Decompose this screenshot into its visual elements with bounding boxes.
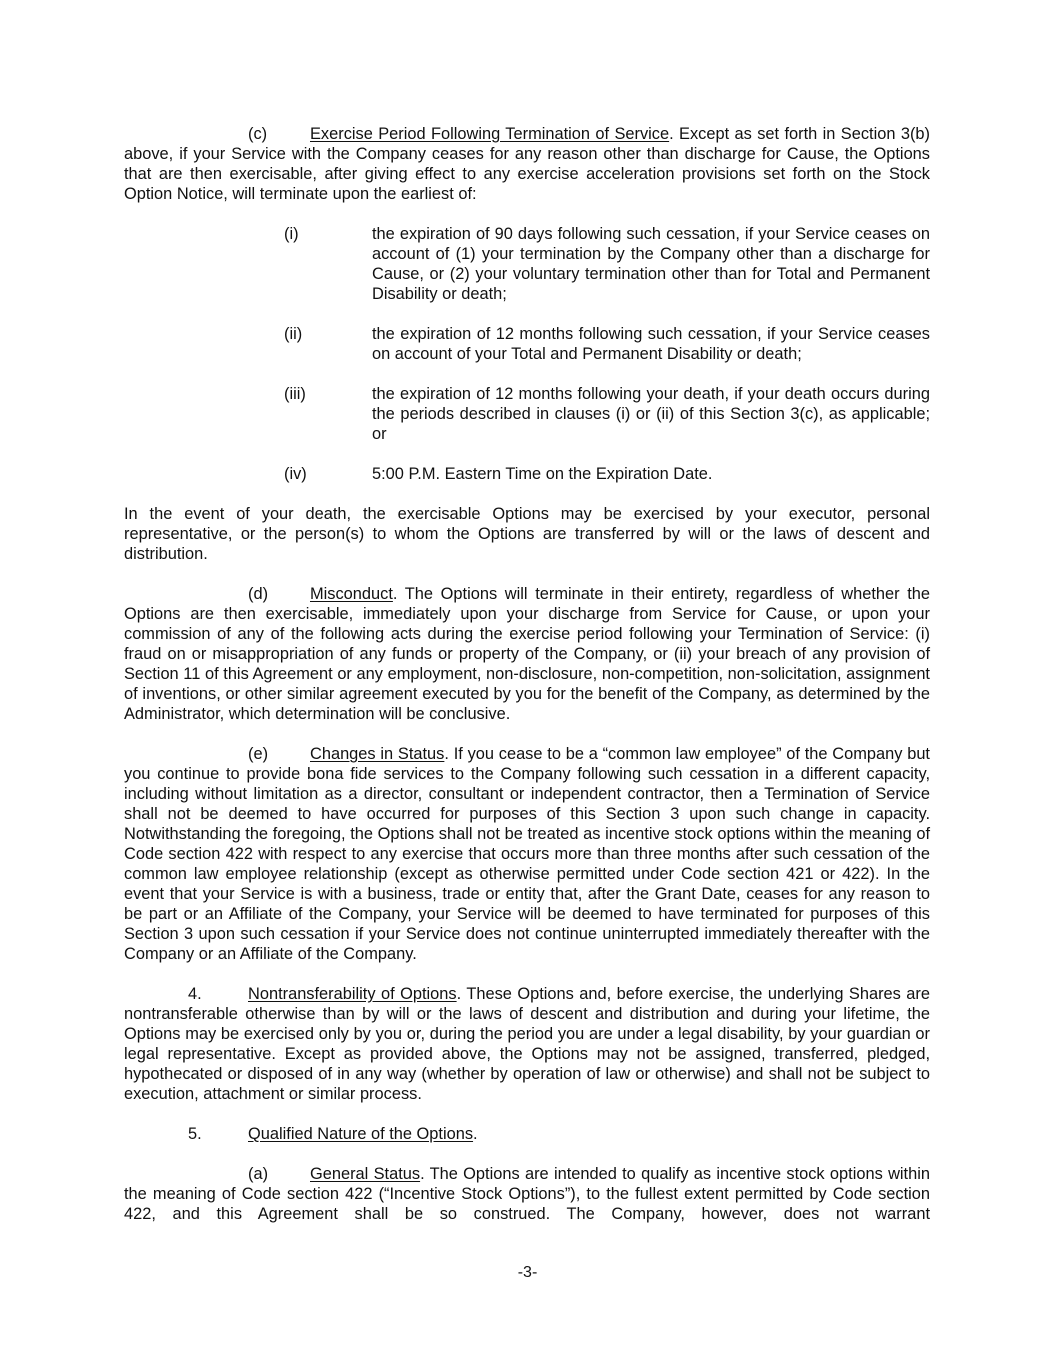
document-page: [124, 124, 930, 1224]
section-4: [124, 984, 930, 1104]
section-heading: Misconduct: [310, 585, 393, 603]
section-body: . Except as set forth in Section 3(b) above, if your Service with the Company ceases for any reason other than discharge for Cause, the Options that are then exercisable, after giving effect to any exercise acceleration provisions set forth on the Stock Option Notice, will terminate upon the earliest of:: [124, 125, 931, 203]
clause-text: the expiration of 90 days following such cessation, if your Service ceases on account of (1) your termination by the Company other than a discharge for Cause, or (2) your voluntary termination other than for Total and Permanent Disability or death;: [372, 225, 930, 303]
page-number: -3-: [517, 1264, 538, 1281]
section-heading: Nontransferability of Options: [248, 985, 457, 1003]
section-body: .: [473, 1125, 478, 1143]
section-heading: General Status: [310, 1165, 421, 1183]
section-label: 5.: [188, 1125, 202, 1143]
clause-ii: [284, 324, 930, 364]
section-label: (c): [248, 125, 268, 143]
section-body: . These Options and, before exercise, the underlying Shares are nontransferable otherwise than by will or the laws of descent and distribution and during your lifetime, the Options may be exercised only by you or, during the period you are under a legal disability, by your guardian or legal representative. Except as provided above, the Options may not be assigned, transferred, pledged, hypothecated or disposed of in any way (whether by operation of law or otherwise) and shall not be subject to execution, attachment or similar process.: [124, 985, 930, 1103]
section-heading: Qualified Nature of the Options: [248, 1125, 474, 1143]
section-5a: [124, 1164, 930, 1224]
section-body: . The Options will terminate in their entirety, regardless of whether the Options are then exercisable, immediately upon your discharge from Service for Cause, or upon your commission of any of the following acts during the exercise period following your Termination of Service: (i) fraud on or misappropriation of any funds or property of the Company, or (ii) your breach of any provision of Section 11 of this Agreement or any employment, non-disclosure, non-competition, non-solicitation, assignment of inventions, or other similar agreement executed by you for the benefit of the Company, as determined by the Administrator, which determination will be conclusive.: [124, 585, 930, 723]
clause-number: (iv): [284, 465, 307, 483]
section-label: 4.: [188, 985, 202, 1003]
section-label: (e): [248, 745, 269, 763]
section-label: (a): [248, 1165, 269, 1183]
section-5: [124, 1124, 930, 1144]
section-3c: [124, 124, 930, 204]
clause-i: [284, 224, 930, 304]
clause-text: the expiration of 12 months following such cessation, if your Service ceases on account of your Total and Permanent Disability or death;: [372, 325, 930, 363]
clause-number: (i): [284, 225, 299, 243]
death-paragraph: In the event of your death, the exercisable Options may be exercised by your executor, personal representative, or the person(s) to whom the Options are transferred by will or the laws of descent and distribution.: [124, 505, 930, 563]
clause-number: (iii): [284, 385, 306, 403]
section-heading: Changes in Status: [310, 745, 445, 763]
section-body: . The Options are intended to qualify as incentive stock options within the meaning of Code section 422 (“Incentive Stock Options”), to the fullest extent permitted by Code section 422, and this Agreement shall be so construed. The Company, however, does not warrant: [124, 1165, 930, 1223]
section-heading: Exercise Period Following Termination of Service: [310, 125, 670, 143]
clause-number: (ii): [284, 325, 303, 343]
clause-iii: [284, 384, 930, 444]
section-3d: [124, 584, 930, 724]
section-label: (d): [248, 585, 269, 603]
clause-text: 5:00 P.M. Eastern Time on the Expiration Date.: [372, 465, 713, 483]
section-body: . If you cease to be a “common law employee” of the Company but you continue to provide bona fide services to the Company following such cessation in a different capacity, including without limitation as a director, consultant or independent contractor, then a Termination of Service shall not be deemed to have occurred for purposes of this Section 3 upon such change in capacity. Notwithstanding the foregoing, the Options shall not be treated as incentive stock options within the meaning of Code section 422 with respect to any exercise that occurs more than three months after such cessation of the common law employee relationship (except as otherwise permitted under Code section 421 or 422). In the event that your Service is with a business, trade or entity that, after the Grant Date, ceases for any reason to be part or an Affiliate of the Company, your Service will be deemed to have terminated for purposes of this Section 3 upon such cessation if your Service does not continue uninterrupted immediately thereafter with the Company or an Affiliate of the Company.: [124, 745, 930, 963]
clause-iv: [284, 464, 930, 484]
section-3e: [124, 744, 930, 964]
clause-text: the expiration of 12 months following your death, if your death occurs during the periods described in clauses (i) or (ii) of this Section 3(c), as applicable; or: [372, 385, 930, 443]
